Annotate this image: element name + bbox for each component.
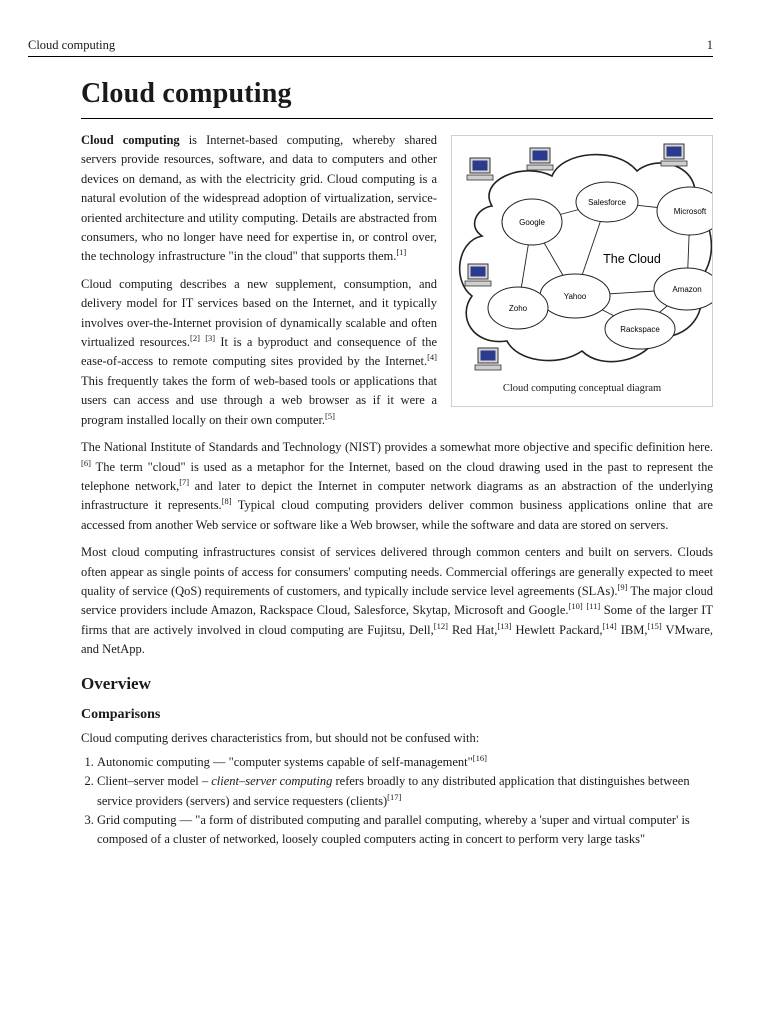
svg-text:Microsoft: Microsoft — [673, 207, 707, 216]
svg-text:Google: Google — [519, 218, 545, 227]
citation[interactable]: [4] — [427, 352, 437, 363]
svg-text:Amazon: Amazon — [672, 285, 702, 294]
citation[interactable]: [11] — [586, 601, 601, 612]
citation[interactable]: [5] — [325, 410, 335, 421]
citation[interactable]: [10] — [568, 601, 583, 612]
svg-text:Zoho: Zoho — [508, 304, 528, 313]
intro-paragraph: Cloud computing is Internet-based computing, whereby shared servers provide resources, software, and data to computers and other devices on demand, as with the electricity grid. Cloud computing is a natural evolution of the widespread adoption of virtualization, service-oriented architecture and utility computing. Details are abstracted from consumers, who no longer have need for expertise in, or control over, the technology infrastructure "in the cloud" that supports them.[1] — [81, 133, 437, 264]
svg-text:Rackspace: Rackspace — [620, 325, 660, 334]
comparisons-intro: Cloud computing derives characteristics from, but should not be confused with: — [81, 731, 480, 746]
node-rackspace — [605, 309, 675, 349]
cloud-diagram — [452, 136, 712, 406]
citation[interactable]: [9] — [617, 581, 628, 592]
comparisons-heading: Comparisons — [81, 706, 161, 722]
infrastructure-paragraph: Most cloud computing infrastructures consist of services delivered through common centers and built on servers. Clouds often appear as single points of access for consumers' computing needs. Commercial offerings are generally expected to meet quality of service (QoS) requirements of customers, and typically include service level agreements (SLAs).[9] The major cloud service providers include Amazon, Rackspace Cloud, Salesforce, Skytap, Microsoft and Google.[10] [11] Some of the larger IT firms that are actively involved in cloud computing are Fujitsu, Dell,[12] Red Hat,[13] Hewlett Packard,[14] IBM,[15] VMware, and NetApp. — [81, 545, 714, 657]
comparisons-list — [81, 753, 713, 850]
title-divider — [81, 118, 713, 119]
cloud-label: The Cloud — [603, 252, 661, 266]
citation[interactable]: [16] — [472, 752, 487, 763]
list-item: 2. Client–server model – client–server computing refers broadly to any distributed application that distinguishes between service providers (servers) and service requesters (clients)[17] — [97, 772, 713, 811]
intro-term: Cloud computing — [81, 133, 180, 147]
page-title: Cloud computing — [81, 78, 292, 109]
citation[interactable]: [2] — [190, 332, 200, 343]
svg-text:Salesforce: Salesforce — [588, 198, 626, 207]
running-title: Cloud computing — [28, 38, 116, 52]
cloud-diagram-figure — [451, 135, 713, 407]
running-header — [28, 38, 713, 57]
citation[interactable]: [3] — [205, 332, 216, 343]
figure-caption: Cloud computing conceptual diagram — [502, 382, 662, 394]
nist-paragraph: The National Institute of Standards and Technology (NIST) provides a somewhat more objective and specific definition here.[6] The term "cloud" is used as a metaphor for the Internet, based on the cloud drawing used in the past to represent the telephone network,[7] and later to depict the Internet in computer network diagrams as an abstraction of the underlying infrastructure it represents.[8] Typical cloud computing providers deliver common business applications online that are accessed from another Web service or software like a Web browser, while the software and data are stored on servers. — [81, 440, 713, 532]
citation[interactable]: [14] — [602, 620, 617, 631]
overview-heading: Overview — [81, 673, 151, 693]
citation[interactable]: [1] — [396, 247, 407, 258]
citation[interactable]: [7] — [179, 476, 190, 487]
list-item: 3. Grid computing — "a form of distributed computing and parallel computing, whereby a 'super and virtual computer' is composed of a cluster of networked, loosely coupled computers acting in concert to perform very large tasks" — [97, 811, 713, 850]
citation[interactable]: [8] — [221, 496, 232, 507]
page-number: 1 — [706, 38, 713, 52]
node-google — [502, 199, 562, 245]
node-yahoo — [540, 274, 610, 318]
citation[interactable]: [17] — [387, 791, 402, 802]
svg-text:Yahoo: Yahoo — [563, 292, 587, 301]
node-amazon — [654, 268, 712, 310]
list-item: 1. Autonomic computing — "computer systems capable of self-management"[16] — [97, 753, 713, 772]
citation[interactable]: [13] — [497, 620, 512, 631]
node-zoho — [488, 287, 548, 329]
citation[interactable]: [6] — [81, 457, 91, 468]
article-body — [81, 131, 713, 850]
node-salesforce — [576, 182, 638, 222]
definition-paragraph: Cloud computing describes a new supplement, consumption, and delivery model for IT services based on the Internet, and it typically involves over-the-Internet provision of dynamically scalable and often virtualized resources.[2] [3] It is a byproduct and consequence of the ease-of-access to remote computing sites provided by the Internet.[4] This frequently takes the form of web-based tools or applications that users can access and use through a web browser as if it were a program installed locally on their own computer.[5] — [81, 276, 437, 427]
citation[interactable]: [15] — [647, 620, 662, 631]
citation[interactable]: [12] — [433, 620, 448, 631]
